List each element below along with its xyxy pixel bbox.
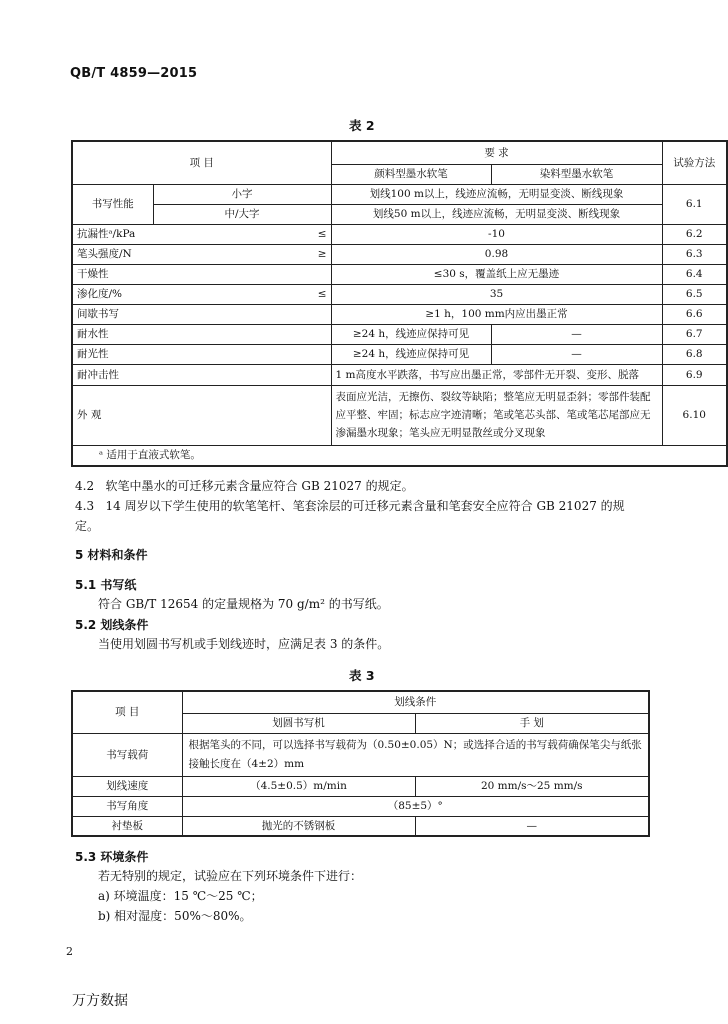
section-5-1-text: 符合 GB/T 12654 的定量规格为 70 g/m² 的书写纸。 bbox=[98, 597, 389, 611]
section-5-2-title: 5.2 划线条件 bbox=[75, 618, 149, 632]
big-char-label: 中/大字 bbox=[153, 204, 331, 224]
light-method: 6.8 bbox=[662, 344, 727, 364]
water-pigment: ≥24 h，线迹应保持可见 bbox=[331, 324, 491, 344]
pad-machine: 抛光的不锈钢板 bbox=[182, 816, 415, 836]
appearance-label: 外 观 bbox=[72, 385, 331, 445]
clause-4-3 bbox=[75, 496, 655, 516]
bleed-symbol: ≤ bbox=[256, 284, 331, 304]
bleed-value: 35 bbox=[331, 284, 662, 304]
table2-footnote: ᵃ 适用于直液式软笔。 bbox=[72, 445, 727, 466]
table3-header-condition: 划线条件 bbox=[182, 691, 649, 713]
table3-header-machine: 划圆书写机 bbox=[182, 713, 415, 733]
clause-4-2-number: 4.2 bbox=[75, 479, 95, 493]
water-label: 耐水性 bbox=[72, 324, 331, 344]
speed-hand: 20 mm/s～25 mm/s bbox=[415, 776, 649, 796]
section-5-2-text: 当使用划圆书写机或手划线迹时，应满足表 3 的条件。 bbox=[98, 637, 390, 651]
appearance-value: 表面应光洁，无擦伤、裂纹等缺陷；整笔应无明显歪斜；零部件装配应平整、牢固；标志应字迹清晰；笔或笔芯头部、笔或笔芯尾部应无渗漏墨水现象；笔头应无明显散丝或分叉现象 bbox=[331, 385, 662, 445]
section-5-3-item-b: b) 相对湿度：50%～80%。 bbox=[98, 909, 252, 923]
angle-label: 书写角度 bbox=[72, 796, 182, 816]
bleed-label: 渗化度/% bbox=[72, 284, 256, 304]
clause-4-3-cont: 定。 bbox=[75, 519, 100, 533]
intermit-label: 间歇书写 bbox=[72, 304, 331, 324]
table2-header-pigment: 颜料型墨水软笔 bbox=[331, 164, 491, 184]
dry-method: 6.4 bbox=[662, 264, 727, 284]
tip-value: 0.98 bbox=[331, 244, 662, 264]
tip-label: 笔头强度/N bbox=[72, 244, 256, 264]
dry-label: 干燥性 bbox=[72, 264, 331, 284]
clause-4-3-number: 4.3 bbox=[75, 499, 95, 513]
writing-perf-method: 6.1 bbox=[662, 184, 727, 224]
small-char-label: 小字 bbox=[153, 184, 331, 204]
pad-label: 衬垫板 bbox=[72, 816, 182, 836]
watermark: 万方数据 bbox=[72, 993, 128, 1009]
impact-value: 1 m高度水平跌落，书写应出墨正常，零部件无开裂、变形、脱落 bbox=[331, 364, 662, 385]
load-value: 根据笔头的不同，可以选择书写载荷为（0.50±0.05）N；或选择合适的书写载荷确保笔尖与纸张接触长度在（4±2）mm bbox=[182, 733, 649, 776]
writing-perf-label: 书写性能 bbox=[72, 184, 153, 224]
leak-symbol: ≤ bbox=[256, 224, 331, 244]
dry-value: ≤30 s，覆盖纸上应无墨迹 bbox=[331, 264, 662, 284]
light-label: 耐光性 bbox=[72, 344, 331, 364]
water-method: 6.7 bbox=[662, 324, 727, 344]
section-5-3-title: 5.3 环境条件 bbox=[75, 850, 149, 864]
table3-caption: 表 3 bbox=[349, 668, 375, 683]
section-5-3-item-a: a) 环境温度：15 ℃～25 ℃； bbox=[98, 889, 263, 903]
impact-label: 耐冲击性 bbox=[72, 364, 331, 385]
section-5-3-text: 若无特别的规定，试验应在下列环境条件下进行： bbox=[98, 869, 363, 883]
light-pigment: ≥24 h，线迹应保持可见 bbox=[331, 344, 491, 364]
clause-4-2 bbox=[75, 476, 655, 496]
page-number: 2 bbox=[66, 945, 73, 958]
intermit-method: 6.6 bbox=[662, 304, 727, 324]
leak-value: -10 bbox=[331, 224, 662, 244]
pad-hand: — bbox=[415, 816, 649, 836]
big-char-req: 划线50 m以上，线迹应流畅，无明显变淡、断线现象 bbox=[331, 204, 662, 224]
clause-4-3-text: 14 周岁以下学生使用的软笔笔杆、笔套涂层的可迁移元素含量和笔套安全应符合 GB 21027 的规 bbox=[105, 499, 625, 513]
bleed-method: 6.5 bbox=[662, 284, 727, 304]
light-dye: — bbox=[491, 344, 662, 364]
load-label: 书写载荷 bbox=[72, 733, 182, 776]
table2 bbox=[71, 140, 728, 467]
tip-method: 6.3 bbox=[662, 244, 727, 264]
appearance-method: 6.10 bbox=[662, 385, 727, 445]
speed-label: 划线速度 bbox=[72, 776, 182, 796]
table3-header-item: 项 目 bbox=[72, 691, 182, 733]
document-header: QB/T 4859—2015 bbox=[70, 66, 198, 81]
section-5-1-title: 5.1 书写纸 bbox=[75, 578, 137, 592]
speed-machine: （4.5±0.5）m/min bbox=[182, 776, 415, 796]
water-dye: — bbox=[491, 324, 662, 344]
table2-caption: 表 2 bbox=[349, 118, 375, 133]
leak-method: 6.2 bbox=[662, 224, 727, 244]
section-5-title: 5 材料和条件 bbox=[75, 548, 148, 562]
table2-header-method: 试验方法 bbox=[662, 141, 727, 184]
intermit-value: ≥1 h，100 mm内应出墨正常 bbox=[331, 304, 662, 324]
small-char-req: 划线100 m以上，线迹应流畅，无明显变淡、断线现象 bbox=[331, 184, 662, 204]
clause-4-2-text: 软笔中墨水的可迁移元素含量应符合 GB 21027 的规定。 bbox=[105, 479, 414, 493]
table2-header-requirement: 要 求 bbox=[331, 141, 662, 164]
tip-symbol: ≥ bbox=[256, 244, 331, 264]
table3-header-hand: 手 划 bbox=[415, 713, 649, 733]
table2-header-dye: 染料型墨水软笔 bbox=[491, 164, 662, 184]
impact-method: 6.9 bbox=[662, 364, 727, 385]
leak-label: 抗漏性ᵃ/kPa bbox=[72, 224, 256, 244]
angle-value: （85±5）° bbox=[182, 796, 649, 816]
table3 bbox=[71, 690, 650, 837]
table2-header-item: 项 目 bbox=[72, 141, 331, 184]
